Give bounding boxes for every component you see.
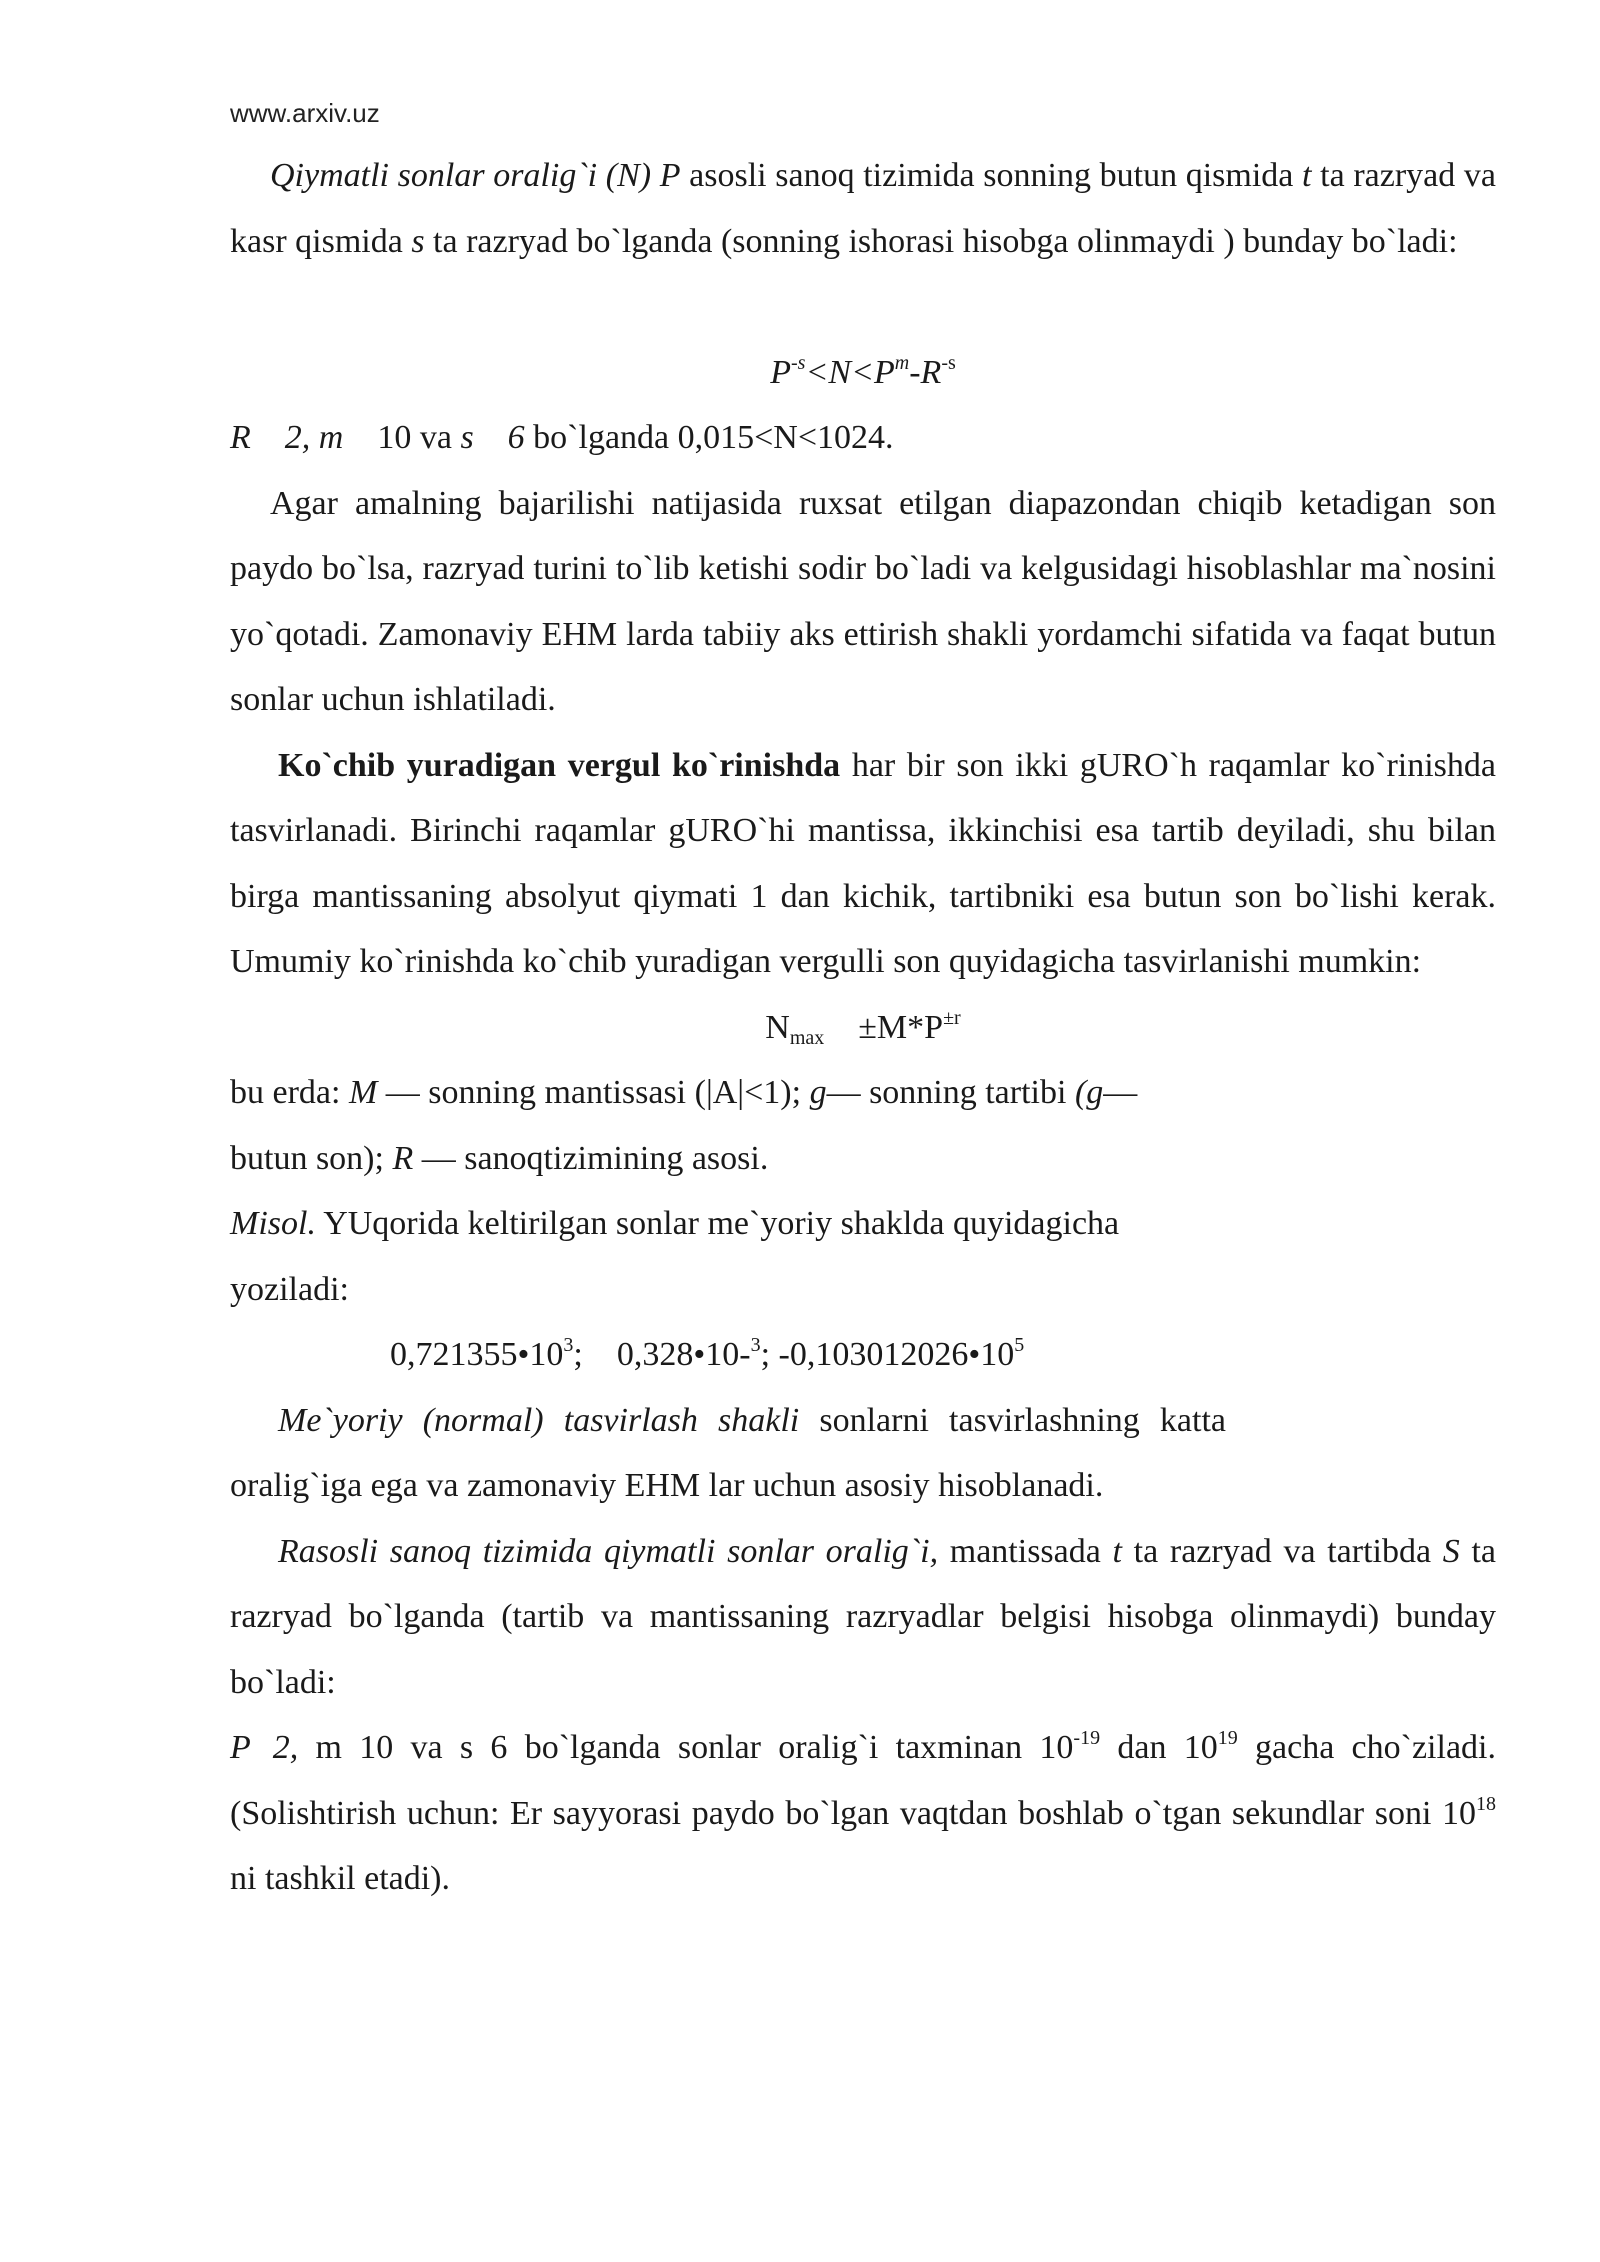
paragraph-base-range: Rasosli sanoq tizimida qiymatli sonlar oralig`i, mantissada t ta razryad va tartibda S ta razryad bo`lganda (tartib va mantissaning razryadlar belgisi hisobga olinmaydi) bunday bo`ladi: [230,1532,1496,1701]
paragraph-overflow: Agar amalning bajarilishi natijasida ruxsat etilgan diapazondan chiqib ketadigan son paydo bo`lsa, razryad turini to`lib ketishi sodir bo`ladi va kelgusidagi hisoblashlar ma`nosini yo`qotadi. Zamonaviy EHM larda tabiiy aks ettirish shakli yordamchi sifatida va faqat butun sonlar uchun ishlatiladi. [230,484,1496,718]
term-value-range: Qiymatli sonlar oralig`i (N) P [270,157,681,194]
term-base-range: Rasosli sanoq tizimida qiymatli sonlar oralig`i, [278,1532,939,1570]
paragraph-number-range: Qiymatli sonlar oralig`i (N) P asosli sanoq tizimida sonning butun qismida t ta razryad va kasr qismida s ta razryad bo`lganda (sonning ishorasi hisobga olinmaydi ) bunday bo`ladi: [230,157,1497,260]
paragraph-range-result: P 2, m 10 va s 6 bo`lganda sonlar oralig`i taxminan $10^{-19}$ dan $10^{19}$ gacha cho`ziladi. (Solishtirish uchun: Er sayyorasi paydo bo`lgan vaqtdan boshlab o`tgan sekundlar soni $10^{18}$ ni tashkil etadi). [230,1727,1496,1897]
formula-range: $P^{-s}<N<P^m-R^{-s}$ [770,351,956,391]
blank-line [230,274,1496,340]
term-normal-form: Me`yoriy (normal) tasvirlash shakli [278,1401,800,1439]
site-header: www.arxiv.uz [230,98,380,128]
example-label: Misol. [230,1205,316,1242]
paragraph-example: Misol. YUqorida keltirilgan sonlar me`yoriy shaklda quyidagicha yoziladi: [230,1205,1120,1308]
paragraph-definitions: bu erda: M — sonning mantissasi (|A|<1); g— sonning tartibi (g— butun son); R — sanoqtizimining asosi. [230,1074,1138,1177]
formula-floating-point: $N_{max} \pm M*P^{\pm r}$ [765,1006,961,1049]
range-example-line: R 2, m 10 va s 6 bo`lganda 0,015<N<1024. [230,419,894,456]
paragraph-normal-form: Me`yoriy (normal) tasvirlash shakli sonlarni tasvirlashning katta oralig`iga ega va zamonaviy EHM lar uchun asosiy hisoblanadi. [230,1401,1226,1504]
document-body [230,143,1496,1912]
paragraph-floating-point: Ko`chib yuradigan vergul ko`rinishda har bir son ikki gURO`h raqamlar ko`rinishda tasvirlanadi. Birinchi raqamlar gURO`hi mantissa, ikkinchisi esa tartib deyiladi, shu bilan birga mantissaning absolyut qiymati 1 dan kichik, tartibniki esa butun son bo`lishi kerak. Umumiy ko`rinishda ko`chib yuradigan vergulli son quyidagicha tasvirlanishi mumkin: [230,746,1496,980]
term-floating-point: Ko`chib yuradigan vergul ko`rinishda [278,746,841,784]
formula-examples: $0,721355•10^3$; 0,328•10-$^3$; $-0,103012026•10^5$ [390,1334,1025,1373]
